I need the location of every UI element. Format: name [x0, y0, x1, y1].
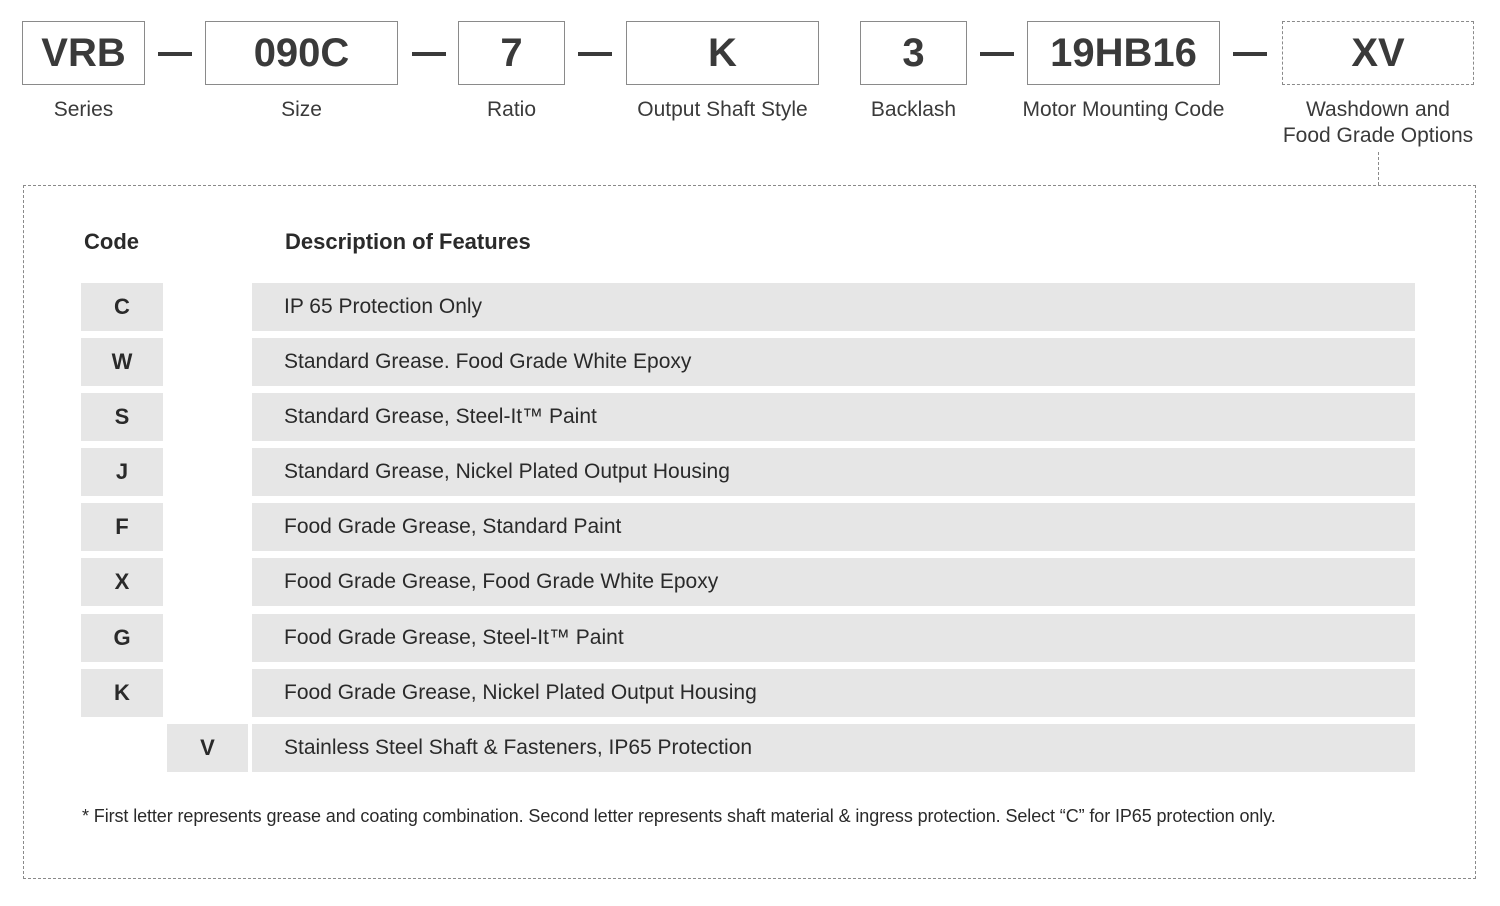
description-cell: Food Grade Grease, Nickel Plated Output Housing: [252, 669, 1415, 717]
separator-dash: [980, 52, 1014, 56]
description-cell: Standard Grease, Steel-It™ Paint: [252, 393, 1415, 441]
washdown-options-code-box: XV: [1282, 21, 1474, 85]
first-code-cell: F: [81, 503, 163, 551]
description-cell: Standard Grease, Nickel Plated Output Housing: [252, 448, 1415, 496]
options-connector-line: [1378, 152, 1379, 185]
washdown-options-label: [1262, 97, 1494, 149]
size-label: Size: [281, 98, 322, 121]
series-code-box: VRB: [22, 21, 145, 85]
motor-mounting-code-label: Motor Mounting Code: [1022, 98, 1225, 121]
description-column-header: Description of Features: [285, 229, 531, 254]
series-label: Series: [53, 98, 114, 121]
backlash-label: Backlash: [870, 98, 957, 121]
output-shaft-style-label: Output Shaft Style: [637, 98, 808, 121]
separator-dash: [412, 52, 446, 56]
separator-dash: [158, 52, 192, 56]
first-code-cell: G: [81, 614, 163, 662]
description-cell: Food Grade Grease, Standard Paint: [252, 503, 1415, 551]
backlash-code-box: 3: [860, 21, 967, 85]
footnote: * First letter represents grease and coating combination. Second letter represents shaft material & ingress protection. Select “C” for IP65 protection only.: [82, 806, 1276, 826]
motor-mounting-code-box: 19HB16: [1027, 21, 1220, 85]
first-code-cell: C: [81, 283, 163, 331]
first-code-cell: J: [81, 448, 163, 496]
code-column-header: Code: [84, 229, 139, 254]
first-code-cell: K: [81, 669, 163, 717]
description-cell: IP 65 Protection Only: [252, 283, 1415, 331]
separator-dash: [1233, 52, 1267, 56]
ratio-code-box: 7: [458, 21, 565, 85]
description-cell: Food Grade Grease, Food Grade White Epoxy: [252, 558, 1415, 606]
description-cell: Food Grade Grease, Steel-It™ Paint: [252, 614, 1415, 662]
first-code-cell: X: [81, 558, 163, 606]
second-code-cell: V: [167, 724, 248, 772]
washdown-options-label-line1: Washdown and: [1306, 98, 1450, 121]
first-code-cell: S: [81, 393, 163, 441]
description-cell: Stainless Steel Shaft & Fasteners, IP65 Protection: [252, 724, 1415, 772]
description-cell: Standard Grease. Food Grade White Epoxy: [252, 338, 1415, 386]
first-code-cell: W: [81, 338, 163, 386]
washdown-options-label-line2: Food Grade Options: [1282, 124, 1474, 147]
separator-dash: [578, 52, 612, 56]
ratio-label: Ratio: [486, 98, 537, 121]
size-code-box: 090C: [205, 21, 398, 85]
output-shaft-style-code-box: K: [626, 21, 819, 85]
